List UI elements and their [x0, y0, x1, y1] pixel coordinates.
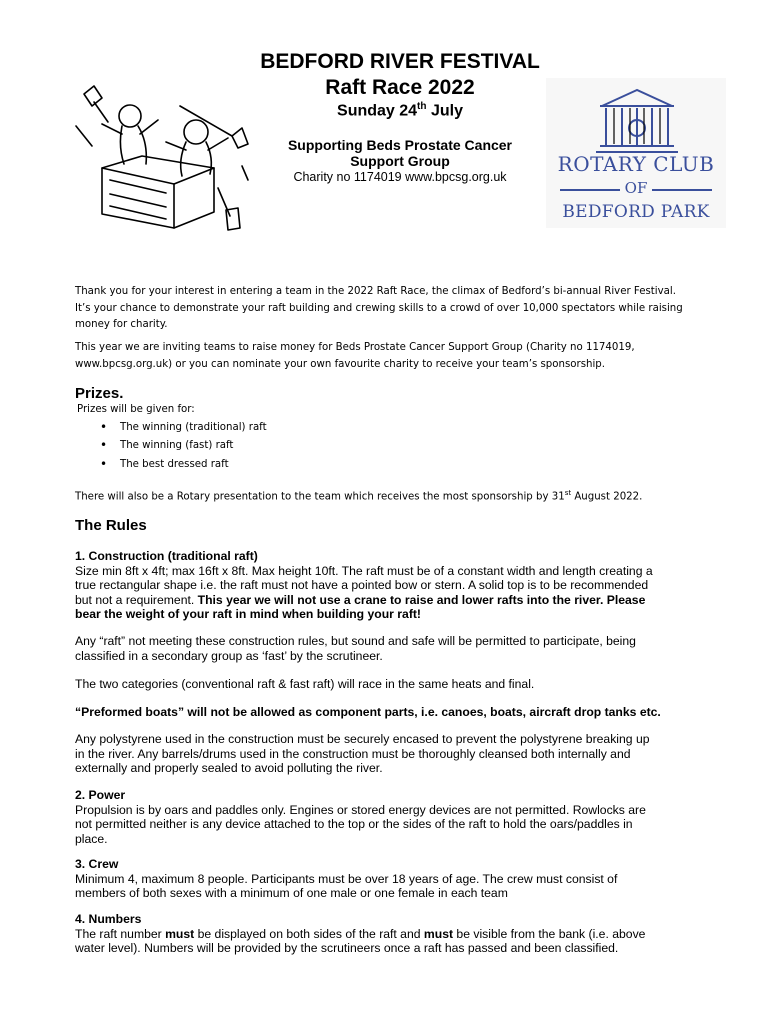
rule-any-raft [75, 634, 715, 663]
rule-preformed: “Preformed boats” will not be allowed as component parts, i.e. canoes, boats, aircraft drop tanks etc. [75, 705, 661, 719]
charity-info: Charity no 1174019 www.bpcsg.org.uk [293, 170, 507, 184]
page-title: BEDFORD RIVER FESTIVAL [260, 50, 540, 73]
rule-text: but not a requirement. [75, 592, 198, 607]
rule-line: not permitted neither is any device attached to the top or the sides of the raft to hold the oars/paddles in [75, 817, 633, 832]
rule-line: true rectangular shape i.e. the raft must not have a pointed bow or stern. A solid top is to be recommended [75, 578, 649, 593]
rule-text: be visible from the bank (i.e. above [453, 926, 646, 941]
rotary-logo [546, 78, 726, 228]
logo-line-1: ROTARY CLUB [557, 152, 715, 176]
logo-line-3: BEDFORD PARK [562, 202, 710, 222]
intro-p2-line: www.bpcsg.org.uk) or you can nominate your own favourite charity to receive your team’s sponsorship. [75, 358, 605, 370]
rule-line: Size min 8ft x 4ft; max 16ft x 8ft. Max height 10ft. The raft must be of a constant width and length creating a [75, 563, 653, 578]
rule-line [75, 927, 715, 942]
rule-text: The raft number [75, 926, 166, 941]
rule-crew [75, 857, 715, 901]
intro-paragraph-2 [75, 340, 715, 373]
rule-line: Minimum 4, maximum 8 people. Participants must be over 18 years of age. The crew must consist of [75, 871, 618, 886]
rule-line: classified in a secondary group as ‘fast’ by the scrutineer. [75, 648, 383, 663]
prizes-heading-text: Prizes. [75, 385, 124, 402]
rule-bold-text: must [423, 926, 454, 941]
rule-line: Any “raft” not meeting these construction rules, but sound and safe will be permitted to participate, being [75, 634, 636, 648]
intro-paragraph-1 [75, 284, 715, 334]
rule-line: Propulsion is by oars and paddles only. Engines or stored energy devices are not permitted. Rowlocks are [75, 802, 646, 817]
rule-line: externally and properly sealed to avoid polluting the river. [75, 761, 383, 776]
support-line-1: Supporting Beds Prostate Cancer [287, 137, 513, 153]
rules-heading [75, 517, 147, 534]
page-subtitle: Raft Race 2022 [325, 76, 475, 99]
section-title: 4. Numbers [75, 912, 142, 926]
rule-bold-text: This year we will not use a crane to raise and lower rafts into the river. Please [197, 592, 646, 607]
list-item: • The best dressed raft [75, 456, 715, 474]
rule-bold-line: bear the weight of your raft in mind when building your raft! [75, 607, 421, 622]
intro-p1-line: money for charity. [75, 319, 168, 330]
rule-line: water level). Numbers will be provided by the scrutineers once a raft has passed and been classified. [75, 941, 619, 956]
rule-two-categories: The two categories (conventional raft & fast raft) will race in the same heats and final. [75, 677, 535, 691]
rotary-presentation [75, 485, 715, 506]
intro-p1-line: Thank you for your interest in entering a team in the 2022 Raft Race, the climax of Bedford’s bi-annual River Festival. [75, 286, 676, 297]
rule-line: place. [75, 831, 108, 846]
bandstand-icon [592, 84, 682, 154]
section-title: 2. Power [75, 788, 126, 802]
prizes-heading [75, 385, 123, 402]
rotary-sup: st [564, 489, 572, 497]
date-sup: th [417, 101, 427, 112]
section-title: 3. Crew [75, 857, 119, 871]
rules-heading-text: The Rules [75, 517, 147, 534]
section-title: 1. Construction (traditional raft) [75, 549, 258, 563]
rule-numbers [75, 912, 715, 956]
prizes-intro: Prizes will be given for: [77, 404, 195, 415]
rule-line: in the river. Any barrels/drums used in the construction must be thoroughly cleansed both internally and [75, 746, 631, 761]
rule-power [75, 788, 715, 846]
date-prefix: Sunday 24 [337, 102, 418, 120]
rule-text: be displayed on both sides of the raft and [194, 926, 424, 941]
rule-line: Any polystyrene used in the construction must be securely encased to prevent the polystyrene breaking up [75, 732, 650, 746]
rotary-text: There will also be a Rotary presentation to the team which receives the most sponsorship by 31 [75, 491, 565, 503]
list-item: • The winning (fast) raft [75, 437, 715, 455]
intro-p1-line: It’s your chance to demonstrate your raft building and crewing skills to a crowd of over 10,000 spectators while raising [75, 302, 683, 314]
prizes-list [75, 419, 715, 474]
list-item: • The winning (traditional) raft [75, 419, 715, 437]
rule-line [75, 593, 715, 608]
logo-line-2: OF [624, 179, 648, 197]
support-line-2: Support Group [350, 153, 450, 169]
rotary-text-end: August 2022. [571, 491, 643, 503]
rule-line: members of both sexes with a minimum of one male or one female in each team [75, 886, 508, 901]
rule-construction [75, 549, 715, 622]
rule-bold-text: must [165, 926, 195, 941]
intro-p2-line: This year we are inviting teams to raise money for Beds Prostate Cancer Support Group (Charity no 1174019, [75, 342, 635, 353]
rule-polystyrene [75, 732, 715, 776]
logo-divider-right [652, 189, 712, 191]
date-suffix: July [426, 102, 463, 120]
